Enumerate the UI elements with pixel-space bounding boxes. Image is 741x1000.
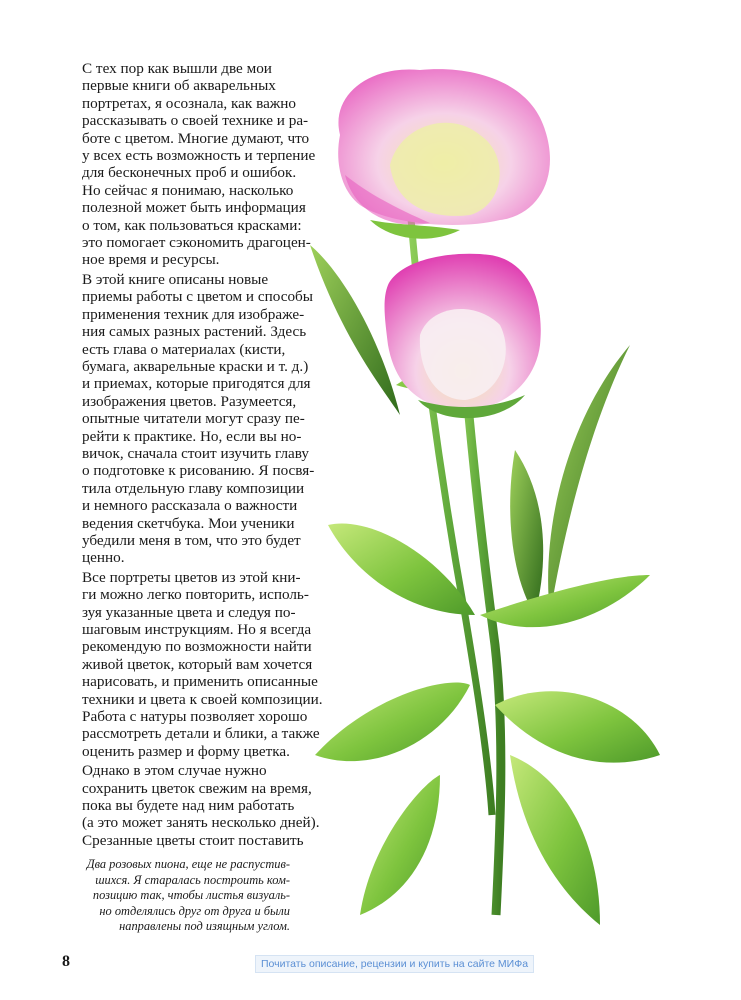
text-line: оценить размер и форму цветка. bbox=[82, 742, 290, 760]
leaf bbox=[548, 345, 630, 615]
text-line: рассказывать о своей технике и ра- bbox=[82, 112, 309, 130]
text-line: есть глава о материалах (кисти, bbox=[82, 340, 286, 358]
text-line: Срезанные цветы стоит поставить bbox=[82, 831, 304, 849]
purchase-link[interactable]: Почитать описание, рецензии и купить на сайте МИФа bbox=[255, 955, 534, 973]
text-line: Но сейчас я понимаю, насколько bbox=[82, 181, 294, 199]
text-line: Однако в этом случае нужно bbox=[82, 762, 267, 780]
text-line: В этой книге описаны новые bbox=[82, 270, 269, 288]
paragraph bbox=[64, 60, 316, 269]
page-number: 8 bbox=[62, 953, 70, 970]
leaf bbox=[510, 450, 543, 615]
leaf bbox=[480, 575, 650, 627]
figure-caption bbox=[60, 857, 290, 935]
caption-line: но отделялись друг от друга и были bbox=[99, 903, 290, 918]
caption-line: позицию так, чтобы листья визуаль- bbox=[92, 888, 290, 903]
upper-peony bbox=[338, 69, 550, 239]
text-line: у всех есть возможность и терпение bbox=[82, 147, 316, 165]
text-line: С тех пор как вышли две мои bbox=[82, 60, 272, 77]
text-line: бумага, акварельные краски и т. д.) bbox=[82, 357, 309, 375]
text-line: Все портреты цветов из этой кни- bbox=[82, 568, 301, 586]
text-line: для бесконечных проб и ошибок. bbox=[82, 164, 297, 182]
lower-peony bbox=[385, 254, 541, 418]
text-line: техники и цвета к своей композиции. bbox=[82, 690, 323, 708]
body-text bbox=[64, 60, 323, 851]
leaf bbox=[360, 775, 440, 915]
text-line: ведения скетчбука. Мои ученики bbox=[82, 514, 295, 532]
text-line: Работа с натуры позволяет хорошо bbox=[82, 708, 308, 726]
leaf bbox=[315, 683, 470, 762]
text-line: ценно. bbox=[82, 549, 125, 567]
text-line: опытные читатели могут сразу пе- bbox=[82, 410, 305, 428]
text-line: изображения цветов. Разумеется, bbox=[82, 392, 297, 410]
leaf bbox=[495, 691, 660, 762]
text-line: живой цветок, который вам хочется bbox=[82, 655, 313, 673]
text-line: первые книги об акварельных bbox=[82, 77, 276, 95]
text-line: портретах, я осознала, как важно bbox=[82, 94, 297, 112]
text-line: это помогает сэкономить драгоцен- bbox=[82, 234, 311, 252]
text-line: убедили меня в том, что это будет bbox=[82, 531, 301, 549]
text-line: и приемах, которые пригодятся для bbox=[82, 375, 311, 393]
text-line: (а это может занять несколько дней). bbox=[82, 814, 320, 832]
text-line: полезной может быть информация bbox=[82, 199, 306, 217]
peony-illustration bbox=[300, 55, 741, 955]
caption-line: шихся. Я старалась построить ком- bbox=[95, 872, 290, 887]
text-line: ги можно легко повторить, исполь- bbox=[82, 586, 309, 604]
text-line: о том, как пользоваться красками: bbox=[82, 216, 302, 234]
text-line: вичок, сначала стоит изучить главу bbox=[82, 444, 310, 462]
text-line: рассмотреть детали и блики, а также bbox=[82, 725, 320, 743]
text-line: рекомендую по возможности найти bbox=[82, 638, 312, 656]
caption-line: Два розовых пиона, еще не распустив- bbox=[86, 857, 290, 871]
text-line: тила отдельную главу композиции bbox=[82, 479, 305, 497]
text-line: шаговым инструкциям. Но я всегда bbox=[82, 621, 312, 638]
text-line: пока вы будете над ним работать bbox=[82, 797, 295, 815]
text-line: боте с цветом. Многие думают, что bbox=[82, 129, 310, 147]
text-line: применения техник для изображе- bbox=[82, 305, 305, 323]
paragraph bbox=[64, 568, 323, 760]
paragraph bbox=[64, 270, 315, 567]
text-line: приемы работы с цветом и способы bbox=[82, 288, 313, 306]
text-line: рейти к практике. Но, если вы но- bbox=[82, 427, 302, 445]
text-line: ния самых разных растений. Здесь bbox=[82, 323, 307, 341]
text-line: о подготовке к рисованию. Я посвя- bbox=[82, 462, 315, 480]
text-line: нарисовать, и применить описанные bbox=[82, 673, 318, 691]
leaf bbox=[510, 755, 600, 925]
text-line: сохранить цветок свежим на время, bbox=[82, 779, 312, 797]
caption-line: направлены под изящным углом. bbox=[119, 919, 290, 934]
paragraph bbox=[64, 762, 320, 849]
text-line: зуя указанные цвета и следуя по- bbox=[82, 603, 296, 621]
text-line: ное время и ресурсы. bbox=[82, 251, 220, 269]
text-line: и немного рассказала о важности bbox=[82, 497, 298, 515]
